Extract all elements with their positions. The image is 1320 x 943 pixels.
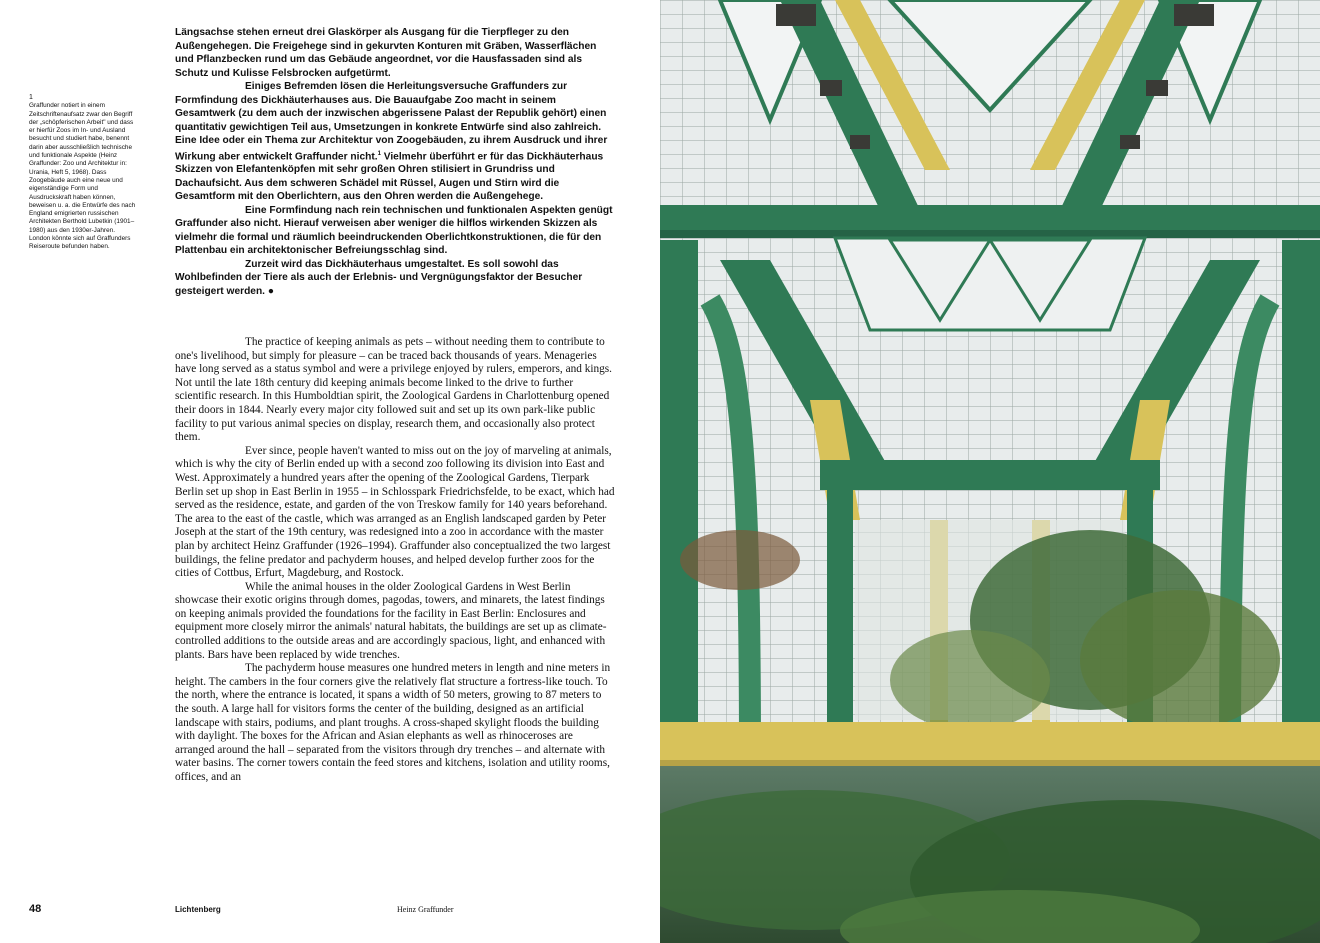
english-paragraph: While the animal houses in the older Zoological Gardens in West Berlin showcase their exotic origins through domes, pagodas, towers, and minarets, the latest findings on keeping animals provided the foundations for the facility in East Berlin: Enclosures and equipment more closely mirror the animals' natural habitats, the buildings are set up as climate-controlled additions to the outside areas and are accordingly spacious, light, and enhanced with plants. Bars have been replaced by wide trenches. — [175, 580, 607, 661]
german-text: Einiges Befremden lösen die Herleitungsversuche Graffunders zur Formfindung des Dickhäuterhauses aus. Die Bauaufgabe Zoo macht in seinem Gesamtwerk (zu dem auch der inzwischen abgerissene Palast der Republik gehört) einen quantitativ gewichtigen Teil aus, Umsetzungen in konkrete Entwürfe sind also zahlreich. Eine Idee oder ein Thema zur Architektur von Zoogebäuden, zu ihrem Ausdruck und ihrer Wirkung aber entwickelt Graffunder nicht. — [175, 81, 608, 162]
footnote-number: 1 — [29, 94, 33, 101]
german-text: Vielmehr überführt er für das Dickhäuterhaus Skizzen von Elefantenköpfen mit sehr großen Ohren stilisiert in Grundriss und Dachaufsicht. Aus dem schweren Schädel mit Rüssel, Augen und Stirn wird die Gesamtform mit den Oberlichtern, aus den Ohren werden die Außengehege. — [175, 150, 604, 203]
running-footer-author: Heinz Graffunder — [397, 905, 454, 914]
footnote-reference: 1 — [377, 150, 381, 157]
english-paragraph: The pachyderm house measures one hundred meters in length and nine meters in height. The cambers in the four corners give the relatively flat structure a fortress-like touch. To the north, where the entrance is located, it spans a width of 50 meters, growing to 87 meters to the south. A large hall for visitors forms the center of the building, designed as an artificial landscape with stairs, podiums, and plant troughs. A cross-shaped skylight floods the building with daylight. The boxes for the African and Asian elephants as well as rhinoceroses are arranged around the hall – separated from the visitors through dry trenches – and alternate with water basins. The corner towers contain the feed stores and kitchens, isolation and utility rooms, offices, and an — [175, 662, 611, 783]
running-footer-section: Lichtenberg — [175, 905, 221, 914]
english-text-column — [175, 336, 615, 785]
german-paragraph — [175, 80, 615, 204]
german-paragraph: Eine Formfindung nach rein technischen und funktionalen Aspekten genügt Graffunder also nicht. Hierauf verweisen aber weniger die hilflos wirkenden Skizzen als vielmehr die formal und räumlich beeindruckenden Oberlichtkonstruktionen, die für den Plattenbau ein architektonischer Befreiungsschlag sind. — [175, 204, 613, 257]
english-paragraph: The practice of keeping animals as pets – without needing them to contribute to one's livelihood, but simply for pleasure – can be traced back thousands of years. Menageries have long served as a status symbol and were a privilege enjoyed by rulers, emperors, and kings. Not until the late 18th century did keeping animals become linked to the drive to further scientific research. In this Humboldtian spirit, the Zoological Gardens in Charlottenburg opened their doors in 1844. Nearly every major city followed suit and set up its own park-like public facility to put various animal species on display, research them, and occasionally also protect them. — [175, 336, 613, 444]
footnote — [29, 94, 136, 252]
german-text: Zurzeit wird das Dickhäuterhaus umgestaltet. Es soll sowohl das Wohlbefinden der Tiere als auch der Erlebnis- und Vergnügungsfaktor der Besucher gesteigert werden. — [175, 258, 583, 297]
footnote-text: Graffunder notiert in einem Zeitschriftenaufsatz zwar den Begriff der „schöpferischen Arbeit" und dass er hierfür Zoos im In- und Ausland besucht und studiert habe, benennt darin aber ausschließlich technische und funktionale Aspekte (Heinz Graffunder: Zoo und Architektur in: Urania, Heft 5, 1968). Dass Zoogebäude auch eine neue und eigenständige Form und Ausdruckskraft haben können, beweisen u. a. die Entwürfe des nach England emigrierten russischen Architekten Berthold Lubetkin (1901–1980) aus den 1930er-Jahren. London könnte sich auf Graffunders Reiseroute befunden haben. — [29, 102, 136, 251]
end-mark: ● — [265, 285, 275, 297]
german-paragraph: Längsachse stehen erneut drei Glaskörper als Ausgang für die Tierpfleger zu den Außengehegen. Die Freigehege sind in gekurvten Konturen mit Gräben, Wasserflächen und Pflanzbecken rund um das Gebäude angeordnet, vor die Hausfassaden sind als Schutz und Kulisse Felsbrocken aufgetürmt. — [175, 27, 597, 79]
english-paragraph: Ever since, people haven't wanted to miss out on the joy of marveling at animals, which is why the city of Berlin ended up with a second zoo following its division into East and West. Approximately a hundred years after the opening of the Zoological Gardens, Tierpark Berlin set up shop in East Berlin in 1955 – in Schlosspark Friedrichsfelde, to be exact, which had served as the residence, estate, and garden of the von Treskow family for 140 years beforehand. The area to the east of the castle, which was arranged as an English landscaped garden by Peter Joseph at the start of the 19th century, was redesigned into a zoo in accordance with the master plan by architect Heinz Graffunder (1926–1994). Graffunder also conceptualized the two largest buildings, the feline predator and pachyderm houses, and helped develop further zoos for the cities of Cottbus, Erfurt, Magdeburg, and Rostock. — [175, 444, 615, 580]
german-text-column — [175, 26, 615, 298]
greenhouse-photo — [660, 0, 1320, 943]
page-number: 48 — [29, 903, 42, 915]
greenhouse-illustration — [660, 0, 1320, 943]
german-paragraph — [175, 258, 615, 299]
